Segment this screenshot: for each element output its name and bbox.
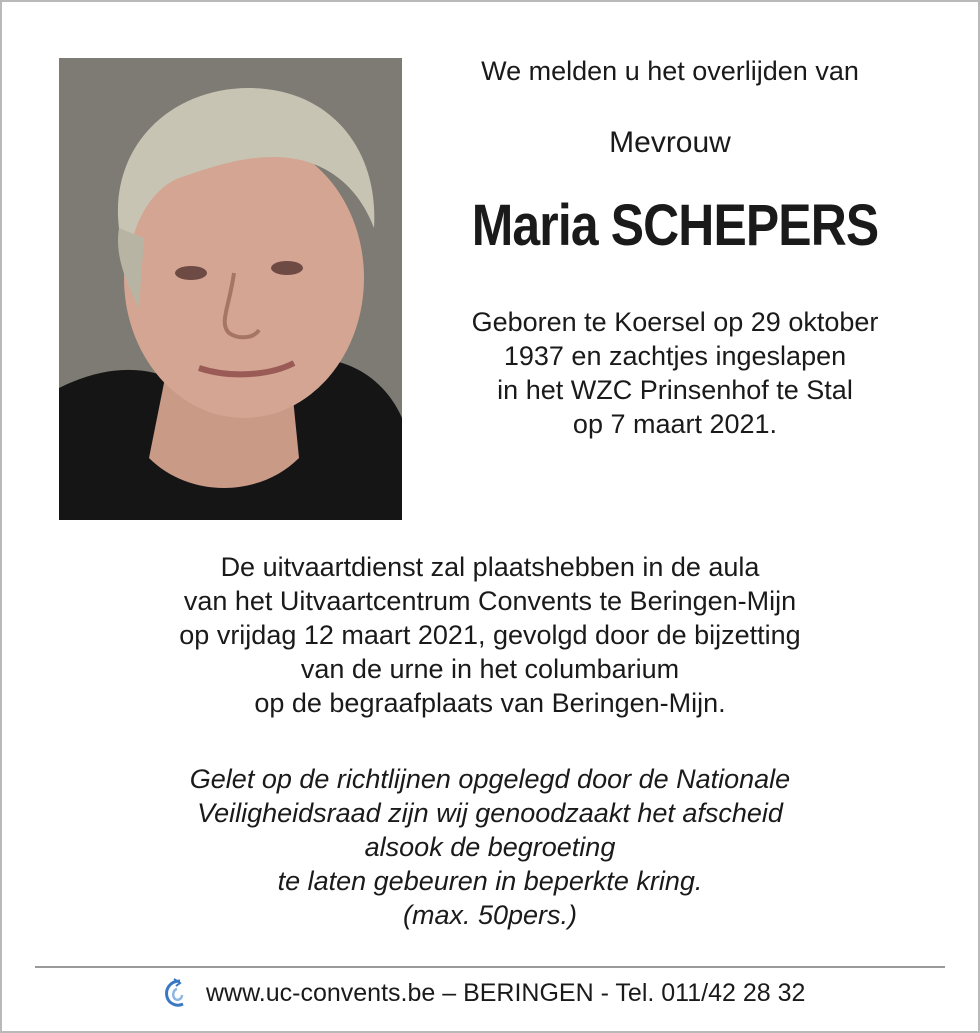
birth-line: in het WZC Prinsenhof te Stal (497, 375, 853, 405)
covid-notice (40, 762, 940, 932)
service-line: op de begraafplaats van Beringen-Mijn. (254, 688, 726, 718)
funeral-home-footer (160, 976, 805, 1010)
notice-line: Gelet op de richtlijnen opgelegd door de Nationale (189, 764, 791, 794)
birth-line: op 7 maart 2021. (572, 409, 778, 439)
footer-divider (35, 966, 945, 968)
deceased-name: Maria SCHEPERS (471, 193, 879, 258)
birth-death-details (420, 305, 930, 441)
birth-line: Geboren te Koersel op 29 oktober (471, 307, 879, 337)
notice-line: (max. 50pers.) (402, 900, 578, 930)
notice-line: Veiligheidsraad zijn wij genoodzaakt het afscheid (197, 798, 783, 828)
notice-line: alsook de begroeting (364, 832, 616, 862)
funeral-home-logo-icon (160, 977, 190, 1009)
service-line: van de urne in het columbarium (300, 654, 680, 684)
honorific-title: Mevrouw (609, 126, 731, 159)
birth-line: 1937 en zachtjes ingeslapen (503, 341, 847, 371)
service-line: van het Uitvaartcentrum Convents te Beringen-Mijn (183, 586, 797, 616)
service-line: De uitvaartdienst zal plaatshebben in de aula (220, 552, 760, 582)
notice-line: te laten gebeuren in beperkte kring. (277, 866, 703, 896)
footer-contact-text: www.uc-convents.be – BERINGEN - Tel. 011/42 28 32 (206, 978, 806, 1007)
service-line: op vrijdag 12 maart 2021, gevolgd door de bijzetting (179, 620, 801, 650)
funeral-service-details (40, 550, 940, 720)
announcement-text: We melden u het overlijden van (481, 56, 859, 86)
portrait-photo (59, 58, 402, 520)
